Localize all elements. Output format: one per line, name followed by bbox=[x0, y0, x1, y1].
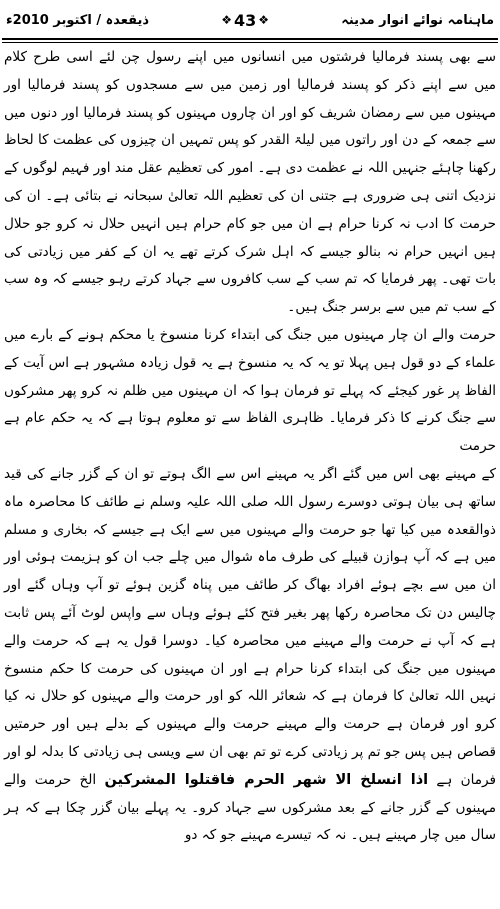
paragraph-text: الخ حرمت والے مہینوں کے گزر جانے کے بعد مشرکوں سے جہاد کرو۔ یہ پہلے بیان گزر چکا ہے کہ ہر سال میں چار مہینے ہیں۔ نہ کہ تیسرے مہینے جو کہ دو bbox=[4, 771, 496, 844]
page-header bbox=[2, 2, 498, 38]
paragraph: حرمت والے ان چار مہینوں میں جنگ کی ابتداء کرنا منسوخ یا محکم ہونے کے بارے میں علماء کے دو قول ہیں پہلا تو یہ کہ یہ منسوخ ہے یہ قول زیادہ مشہور ہے اس آیت کے الفاظ پر غور کیجئے کہ پہلے تو فرمان ہوا کہ ان مہینوں میں ظلم نہ کرو پھر مشرکوں سے جنگ کرنے کا ذکر فرمایا۔ ظاہری الفاظ سے تو معلوم ہوتا ہے کہ یہ حکم عام ہے حرمت bbox=[4, 326, 496, 455]
paragraph: سے بھی پسند فرمالیا فرشتوں میں انسانوں میں اپنے رسول چن لئے اسی طرح کلام میں سے اپنے ذکر کو پسند فرمالیا اور زمین میں سے مسجدوں کو پسند فرمالیا اور مہینوں میں سے رمضان شریف کو اور ان چاروں مہینوں کو پسند فرمالیا اور دنوں میں سے جمعہ کے دن اور راتوں میں لیلۃ القدر کو پس تمہیں ان چیزوں کی عظمت کا لحاظ رکھنا چاہئے جنہیں اللہ نے عظمت دی ہے۔ امور کی تعظیم عقل مند اور فہیم لوگوں کے نزدیک اتنی ہی ضروری ہے جتنی ان کی تعظیم اللہ تعالیٰ سبحانہ نے بتائی ہے۔ ان کی حرمت کا ادب نہ کرنا حرام ہے ان میں جو کام حرام ہیں انہیں حلال نہ کرو جو حلال ہیں انہیں حرام نہ بنالو جیسے کہ اہل شرک کرتے تھے یہ ان کے کفر میں زیادتی کی بات تھی۔ پھر فرمایا کہ تم سب کے سب کافروں سے جہاد کرتے رہو جیسے کہ وہ سب کے سب تم میں سے برسر جنگ ہیں۔ bbox=[4, 49, 496, 316]
ornament-icon: ❖ bbox=[258, 13, 270, 27]
page-number: 43 bbox=[233, 10, 257, 30]
header-divider bbox=[2, 38, 498, 43]
paragraph bbox=[4, 461, 496, 850]
magazine-title: ماہنامہ نوائے انوار مدینہ bbox=[341, 12, 494, 28]
ornament-icon: ❖ bbox=[221, 13, 232, 27]
issue-date: ذیقعدہ / اکتوبر 2010ء bbox=[6, 12, 149, 28]
page-number-box bbox=[221, 11, 269, 30]
arabic-quote: اذا انسلخ الا شھر الحرم فاقتلوا المشرکین bbox=[104, 771, 429, 788]
paragraph-text: کے مہینے بھی اس میں گئے اگر یہ مہینے اس سے الگ ہوتے تو ان کے گزر جانے کی قید ساتھ ہی بیان ہوتی دوسرے رسول اللہ صلی اللہ علیہ وسلم نے طائف کا محاصرہ ماہ ذوالقعدہ میں کیا تھا جو حرمت والے مہینوں میں سے ایک ہے جیسے کہ بخاری و مسلم میں ہے کہ آپ ہوازن قبیلے کی طرف ماہ شوال میں چلے جب ان کو ہزیمت ہوئی اور ان میں سے بچے ہوئے افراد بھاگ کر طائف میں پناہ گزین ہوئے تو آپ وہاں گئے اور چالیس دن تک محاصرہ رکھا پھر بغیر فتح کئے ہوئے وہاں سے واپس لوٹ آئے پس ثابت ہے کہ آپ نے حرمت والے مہینے میں محاصرہ کیا۔ دوسرا قول یہ ہے کہ حرمت والے مہینوں میں جنگ کی ابتداء کرنا حرام ہے اور ان مہینوں کی حرمت کا حکم منسوخ نہیں اللہ تعالیٰ کا فرمان ہے کہ شعائر اللہ کو اور حرمت والے مہینوں کو حلال نہ کیا کرو اور فرمان ہے حرمت والے مہینے حرمت والے مہینوں کے بدلے ہیں اور حرمتیں قصاص ہیں پس جو تم پر زیادتی کرے تو تم بھی ان سے ویسی ہی زیادتی کا بدلہ لو اور فرمان ہے bbox=[4, 465, 497, 788]
article-body bbox=[4, 44, 496, 906]
